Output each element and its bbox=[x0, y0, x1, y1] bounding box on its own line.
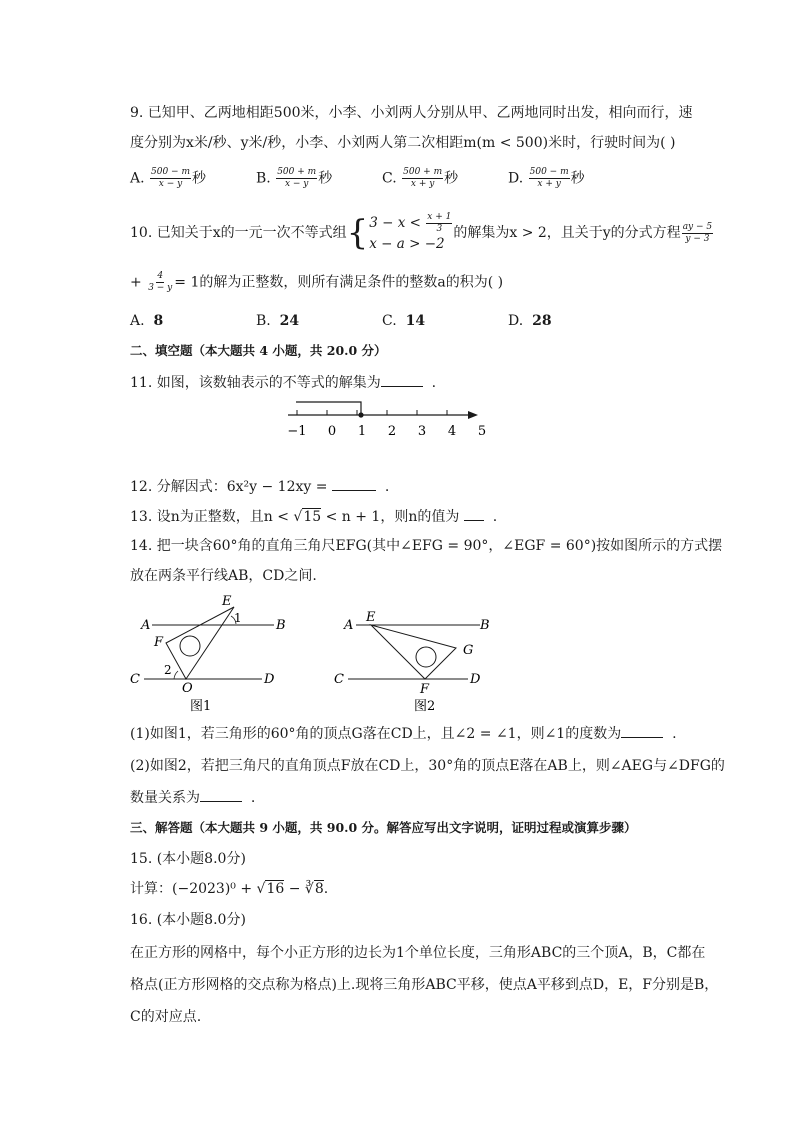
q14-line1: 14. 把一块含60°角的直角三角尺EFG(其中∠EFG = 90°，∠EGF = 60°)按如图所示的方式摆 bbox=[130, 538, 723, 554]
option-label: D. bbox=[508, 170, 524, 187]
inequality-system: { 3 − x < $\frac{x + 1}{3}$ x − a > −2 bbox=[346, 212, 452, 253]
q10-line1 bbox=[130, 212, 714, 254]
q13-text: 13. 设n为正整数，且n < bbox=[130, 509, 294, 525]
q10-middle: 的解集为x > 2，且关于y的分式方程 bbox=[453, 225, 681, 241]
option-den: x − y bbox=[284, 179, 309, 189]
option-den: x + y bbox=[410, 179, 435, 189]
ineq1-num: x + 1 bbox=[427, 212, 452, 222]
q14-part1-text: (1)如图1，若三角形的60°角的顶点G落在CD上，且∠2 = ∠1，则∠1的度数为 bbox=[130, 726, 622, 742]
eq2-den: 3 − y bbox=[148, 283, 173, 293]
q13-blank[interactable] bbox=[464, 506, 484, 521]
label-c: C bbox=[334, 672, 344, 687]
section-fill-in: 二、填空题（本大题共 4 小题，共 20.0 分） bbox=[130, 343, 387, 358]
option-label: A. bbox=[130, 170, 145, 187]
q14-part1-blank[interactable] bbox=[621, 723, 663, 738]
eq-den: y − 3 bbox=[685, 233, 710, 244]
q14-part2-line2 bbox=[130, 787, 255, 808]
axis-arrow-icon bbox=[468, 411, 478, 419]
figure-2 bbox=[330, 604, 500, 718]
solution-bracket bbox=[296, 402, 361, 415]
option-num: 500 − m bbox=[151, 167, 190, 177]
label-a: A bbox=[141, 618, 151, 633]
q10-option-c[interactable] bbox=[382, 311, 425, 331]
option-label: A. bbox=[130, 313, 145, 329]
label-e: E bbox=[222, 594, 232, 609]
q11-text: 11. 如图，该数轴表示的不等式的解集为 bbox=[130, 375, 381, 391]
q13-sqrt: 15 bbox=[303, 509, 322, 525]
plus-sign: + bbox=[130, 274, 142, 291]
q14-part2-blank[interactable] bbox=[200, 787, 242, 802]
q10-line2 bbox=[130, 271, 503, 294]
option-den: x − y bbox=[158, 179, 183, 189]
option-value: 24 bbox=[279, 313, 300, 329]
q9-option-d[interactable] bbox=[508, 167, 585, 190]
q14-part2-end: . bbox=[250, 790, 256, 806]
q15-head: 15. (本小题8.0分) bbox=[130, 851, 246, 867]
q14-part1-end: . bbox=[672, 726, 677, 742]
label-angle-1: 1 bbox=[234, 611, 242, 625]
triangle-efg bbox=[371, 625, 456, 679]
label-a: A bbox=[344, 618, 354, 633]
label-c: C bbox=[130, 672, 140, 687]
tick-label: −1 bbox=[287, 424, 307, 439]
label-b: B bbox=[480, 618, 490, 633]
label-angle-2: 2 bbox=[164, 663, 172, 677]
q15-end: . bbox=[323, 881, 329, 897]
q10-prefix: 10. 已知关于x的一元一次不等式组 bbox=[130, 225, 347, 241]
q15-calc-text: 计算：(−2023)⁰ + bbox=[130, 881, 257, 897]
q14-part2-line1: (2)如图2，若把三角尺的直角顶点F放在CD上，30°角的顶点E落在AB上，则∠AEG与∠DFG的 bbox=[130, 758, 725, 774]
q13-line: 13. 设n为正整数，且n < √15 < n + 1，则n的值为 . bbox=[130, 506, 497, 527]
tick-label: 5 bbox=[477, 424, 487, 439]
option-den: x + y bbox=[537, 179, 561, 189]
ineq1-den: 3 bbox=[436, 224, 443, 234]
label-b: B bbox=[276, 618, 286, 633]
q13-end: . bbox=[492, 509, 498, 525]
triangle-hole bbox=[416, 647, 436, 667]
option-value: 28 bbox=[532, 313, 552, 329]
q9-option-c[interactable] bbox=[382, 167, 458, 190]
eq2-num: 4 bbox=[157, 271, 164, 281]
q12-end: . bbox=[384, 479, 390, 495]
ineq1-left: 3 − x < bbox=[369, 215, 421, 231]
option-unit: 秒 bbox=[444, 170, 459, 187]
label-f: F bbox=[420, 682, 430, 697]
number-line bbox=[280, 396, 490, 442]
label-g: G bbox=[463, 643, 474, 658]
q12-text: 12. 分解因式：6x²y − 12xy = bbox=[130, 479, 332, 495]
option-num: 500 + m bbox=[277, 167, 317, 177]
q15-calc: 计算：(−2023)⁰ + √16 − ∛8. bbox=[130, 881, 329, 897]
option-label: D. bbox=[508, 313, 524, 329]
tick-label: 3 bbox=[417, 424, 427, 439]
q9-line2: 度分别为x米/秒、y米/秒，小李、小刘两人第二次相距m(m < 500)米时，行驶时间为( ) bbox=[130, 135, 676, 151]
figure-2-caption: 图2 bbox=[414, 699, 436, 714]
q10-option-d[interactable] bbox=[508, 311, 552, 331]
label-e: E bbox=[366, 610, 376, 625]
q10-option-b[interactable] bbox=[256, 311, 299, 331]
q9-line1: 9. 已知甲、乙两地相距500米，小李、小刘两人分别从甲、乙两地同时出发，相向而行，速 bbox=[130, 105, 693, 121]
section-solutions: 三、解答题（本大题共 9 小题，共 90.0 分。解答应写出文字说明，证明过程或演算步骤） bbox=[130, 820, 637, 835]
q16-line2: 格点(正方形网格的交点称为格点)上.现将三角形ABC平移，使点A平移到点D，E，F分别是B， bbox=[130, 977, 719, 993]
triangle-hole bbox=[180, 636, 200, 656]
q12-line bbox=[130, 476, 389, 497]
q16-head: 16. (本小题8.0分) bbox=[130, 912, 246, 928]
solid-point bbox=[358, 412, 363, 417]
angle-2-arc bbox=[174, 671, 178, 679]
q10-line2-rest: = 1的解为正整数，则所有满足条件的整数a的积为( ) bbox=[174, 274, 504, 291]
q13-rest: < n + 1，则n的值为 bbox=[321, 509, 460, 525]
q14-part2-text: 数量关系为 bbox=[130, 790, 200, 806]
label-d: D bbox=[264, 672, 275, 687]
option-unit: 秒 bbox=[192, 170, 206, 187]
option-num: 500 + m bbox=[403, 167, 443, 177]
option-label: B. bbox=[256, 170, 271, 187]
ineq2: x − a > −2 bbox=[369, 236, 445, 252]
figure-1 bbox=[124, 592, 294, 718]
q15-minus: − ∛ bbox=[284, 881, 314, 897]
q12-blank[interactable] bbox=[332, 476, 376, 491]
figure-1-caption: 图1 bbox=[190, 699, 212, 714]
q14-part1 bbox=[130, 723, 677, 744]
label-d: D bbox=[470, 672, 481, 687]
label-o: O bbox=[182, 681, 193, 696]
option-unit: 秒 bbox=[318, 170, 333, 187]
option-value: 8 bbox=[153, 313, 164, 329]
eq-num: ay − 5 bbox=[682, 221, 713, 232]
q15-cbrt: 8 bbox=[314, 881, 324, 897]
q11-blank[interactable] bbox=[381, 372, 423, 387]
tick-label: 0 bbox=[327, 424, 337, 439]
option-unit: 秒 bbox=[570, 170, 585, 187]
tick-label: 4 bbox=[447, 424, 457, 439]
tick-label: 2 bbox=[387, 424, 397, 439]
option-num: 500 − m bbox=[529, 167, 569, 177]
q9-option-b[interactable] bbox=[256, 167, 332, 190]
q14-line2: 放在两条平行线AB，CD之间. bbox=[130, 568, 317, 584]
option-value: 14 bbox=[405, 313, 426, 329]
label-f: F bbox=[154, 635, 164, 650]
option-label: B. bbox=[256, 313, 271, 329]
q15-sqrt: 16 bbox=[266, 881, 285, 897]
q11-line bbox=[130, 372, 436, 393]
q16-line3: C的对应点. bbox=[130, 1009, 202, 1025]
q9-option-a[interactable] bbox=[130, 167, 206, 190]
tick-label: 1 bbox=[357, 424, 367, 439]
q11-end: . bbox=[431, 375, 437, 391]
option-label: C. bbox=[382, 313, 397, 329]
option-label: C. bbox=[382, 170, 397, 187]
q16-line1: 在正方形的网格中，每个小正方形的边长为1个单位长度，三角形ABC的三个顶A，B，C都在 bbox=[130, 945, 706, 961]
q10-option-a[interactable] bbox=[130, 311, 163, 331]
